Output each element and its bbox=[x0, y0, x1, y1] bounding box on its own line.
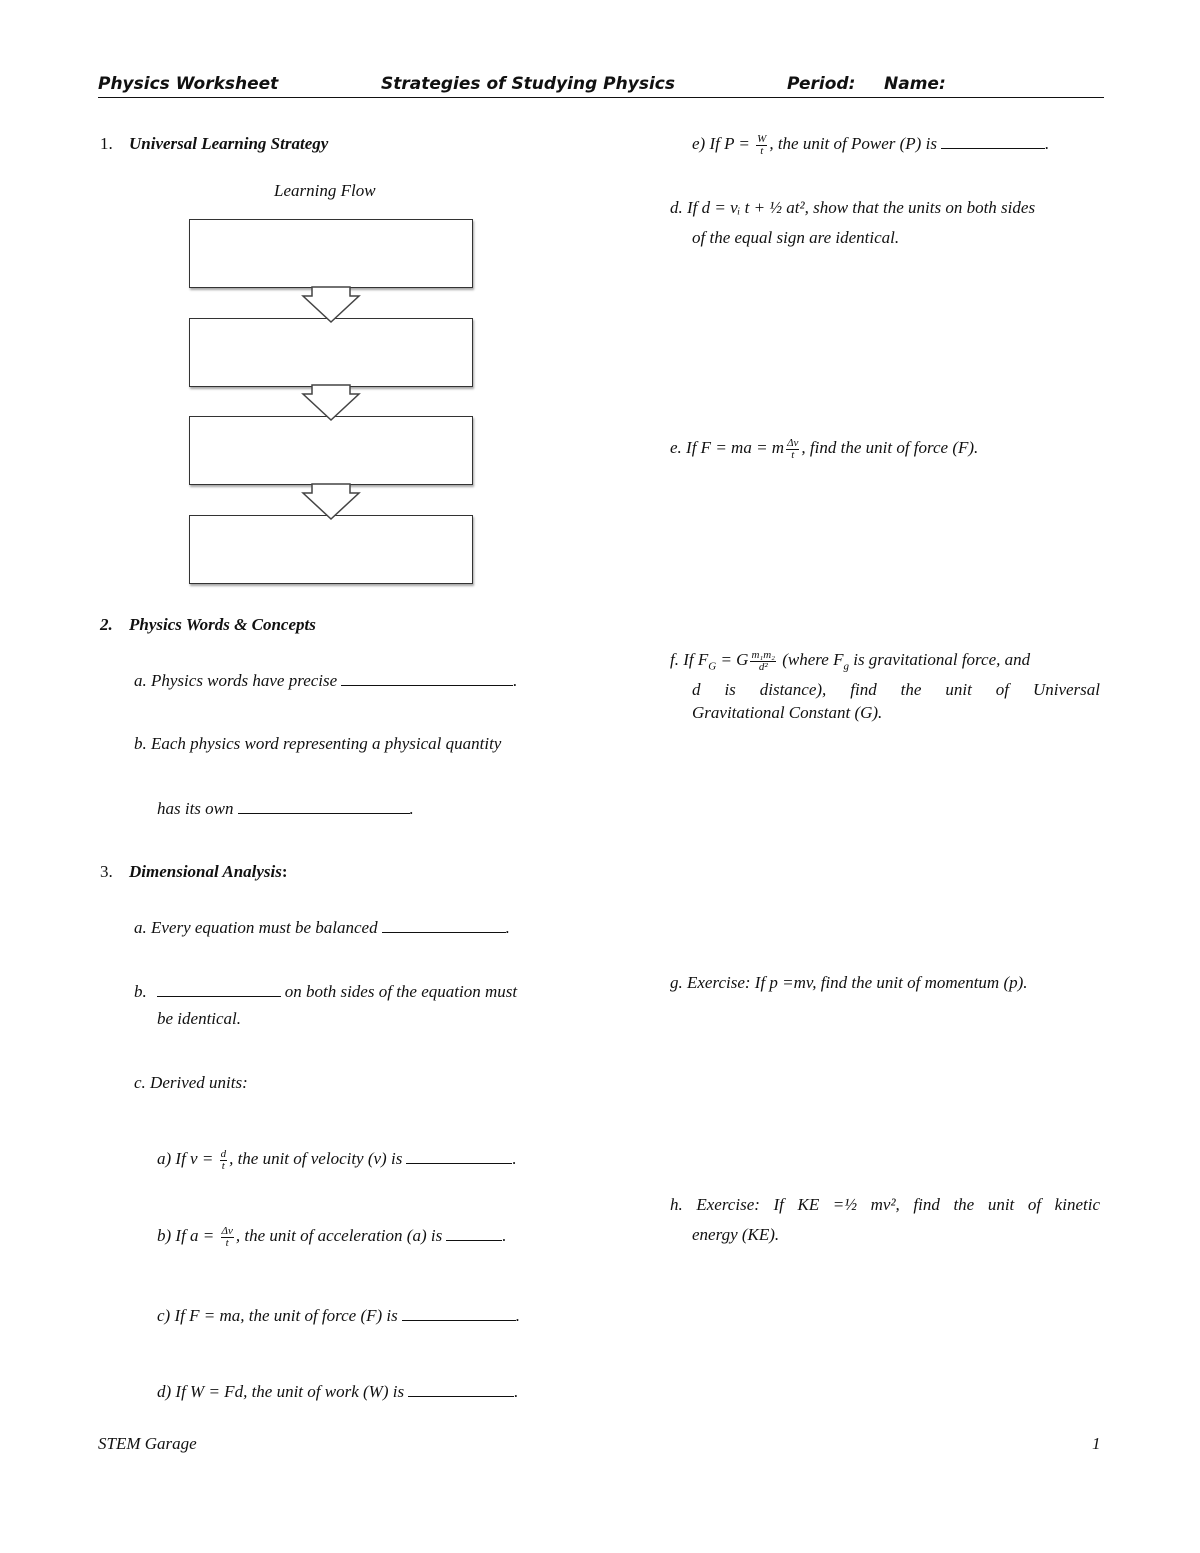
item-2b-text: has its own bbox=[157, 799, 234, 818]
flow-box-4[interactable] bbox=[189, 515, 473, 584]
blank-2a[interactable] bbox=[341, 669, 513, 686]
right-f-mid: = G bbox=[716, 650, 749, 669]
item-2a-text: a. Physics words have precise bbox=[134, 671, 338, 690]
item-2a: a. Physics words have precise . bbox=[134, 671, 518, 690]
item-3b-line2: be identical. bbox=[157, 1009, 242, 1028]
section2-number: 2. bbox=[100, 615, 113, 634]
blank-3c-d[interactable] bbox=[408, 1380, 514, 1397]
blank-3c-a[interactable] bbox=[406, 1147, 512, 1164]
section2-title: Physics Words & Concepts bbox=[129, 615, 316, 634]
fraction-dv-over-t bbox=[221, 1226, 234, 1249]
right-f-post2: is gravitational force, and bbox=[848, 650, 1031, 669]
frac-den: t bbox=[225, 1236, 229, 1249]
section1-number: 1. bbox=[100, 134, 113, 153]
item-3c-a-post: , the unit of velocity (v) is bbox=[229, 1149, 403, 1168]
item-3b-prefix: b. bbox=[134, 982, 147, 1001]
right-item-f-line1 bbox=[670, 646, 1030, 680]
worksheet-title: Physics Worksheet bbox=[98, 74, 279, 94]
right-e-pre: e. If F = ma = m bbox=[670, 438, 785, 457]
right-e1-pre: e) If P = bbox=[692, 134, 750, 153]
frac-den: t bbox=[760, 144, 764, 157]
flow-arrow-3-icon bbox=[300, 483, 362, 521]
frac-num: Δv bbox=[221, 1224, 233, 1237]
item-3c-b-pre: b) If a = bbox=[157, 1226, 215, 1245]
frac-num: m₁m₂ bbox=[751, 648, 775, 661]
flow-box-2[interactable] bbox=[189, 318, 473, 387]
right-item-f-line3: Gravitational Constant (G). bbox=[692, 703, 883, 722]
footer-left: STEM Garage bbox=[98, 1434, 197, 1453]
blank-3a[interactable] bbox=[382, 916, 506, 933]
fraction-w-over-t bbox=[756, 134, 767, 157]
blank-3b[interactable] bbox=[157, 980, 281, 997]
frac-den: t bbox=[221, 1159, 225, 1172]
frac-den: t bbox=[791, 448, 795, 461]
section1-title: Universal Learning Strategy bbox=[129, 134, 329, 153]
header-rule bbox=[98, 97, 1104, 98]
section3-number: 3. bbox=[100, 862, 113, 881]
worksheet-subtitle: Strategies of Studying Physics bbox=[381, 74, 675, 94]
right-f-post: (where F bbox=[778, 650, 844, 669]
right-e-post: , find the unit of force (F). bbox=[801, 438, 979, 457]
item-2b-line2: has its own . bbox=[157, 799, 414, 818]
blank-2b[interactable] bbox=[238, 797, 410, 814]
page-number: 1 bbox=[1092, 1434, 1101, 1453]
right-item-h-line2: energy (KE). bbox=[692, 1225, 780, 1244]
item-3c-d-text: d) If W = Fd, the unit of work (W) is bbox=[157, 1382, 405, 1401]
blank-3c-b[interactable] bbox=[446, 1224, 502, 1241]
right-item-e bbox=[670, 434, 978, 462]
flow-box-3[interactable] bbox=[189, 416, 473, 485]
right-item-f-line2: d is distance), find the unit of Universal bbox=[692, 680, 1100, 699]
item-3c-c: c) If F = ma, the unit of force (F) is . bbox=[157, 1306, 521, 1325]
item-3c: c. Derived units: bbox=[134, 1073, 248, 1092]
item-3b bbox=[134, 980, 517, 1002]
item-3c-c-text: c) If F = ma, the unit of force (F) is bbox=[157, 1306, 398, 1325]
period-label: Period: bbox=[787, 74, 856, 94]
section3-title: Dimensional Analysis bbox=[129, 862, 282, 881]
item-3a: a. Every equation must be balanced . bbox=[134, 918, 510, 937]
right-f-sub: G bbox=[708, 660, 717, 673]
frac-num: d bbox=[220, 1147, 227, 1160]
item-2b-line1: b. Each physics word representing a physical quantity bbox=[134, 734, 502, 753]
item-3c-b-post: , the unit of acceleration (a) is bbox=[235, 1226, 443, 1245]
item-3c-d: d) If W = Fd, the unit of work (W) is . bbox=[157, 1382, 519, 1401]
fraction-d-over-t bbox=[220, 1149, 228, 1172]
flow-arrow-2-icon bbox=[300, 384, 362, 422]
right-item-d-line2: of the equal sign are identical. bbox=[692, 228, 900, 247]
section3-title-wrap bbox=[129, 862, 288, 882]
frac-num: Δv bbox=[787, 436, 799, 449]
right-f-pre: f. If F bbox=[670, 650, 709, 669]
blank-3c-c[interactable] bbox=[402, 1304, 516, 1321]
flow-arrow-1-icon bbox=[300, 286, 362, 324]
frac-den: d² bbox=[758, 660, 768, 673]
name-label: Name: bbox=[884, 74, 946, 94]
flow-box-1[interactable] bbox=[189, 219, 473, 288]
learning-flow-label: Learning Flow bbox=[274, 181, 376, 200]
item-3c-b: b) If a = $\frac{\Delta v}{t}$ , the unit of acceleration (a) is . bbox=[157, 1224, 507, 1249]
frac-num: W bbox=[757, 132, 767, 145]
fraction-m1m2-over-d2 bbox=[750, 650, 776, 673]
blank-right-e1[interactable] bbox=[941, 132, 1045, 149]
right-f-sub2: g bbox=[843, 660, 849, 673]
right-item-e1: e) If P = $\frac{W}{t}$ , the unit of Power (P) is . bbox=[692, 132, 1050, 157]
right-item-h-line1: h. Exercise: If KE =½ mv², find the unit of kinetic bbox=[670, 1195, 1100, 1214]
right-item-d-line1: d. If d = vᵢ t + ½ at², show that the units on both sides bbox=[670, 198, 1036, 217]
item-3a-text: a. Every equation must be balanced bbox=[134, 918, 378, 937]
right-item-g: g. Exercise: If p =mv, find the unit of momentum (p). bbox=[670, 973, 1028, 992]
section3-colon: : bbox=[281, 862, 288, 881]
item-3b-suffix: on both sides of the equation must bbox=[284, 982, 518, 1001]
fraction-dv-over-t bbox=[786, 438, 799, 461]
right-e1-post: , the unit of Power (P) is bbox=[769, 134, 937, 153]
item-3c-a: a) If v = $\frac{d}{t}$ , the unit of velocity (v) is . bbox=[157, 1147, 517, 1172]
item-3c-a-pre: a) If v = bbox=[157, 1149, 214, 1168]
